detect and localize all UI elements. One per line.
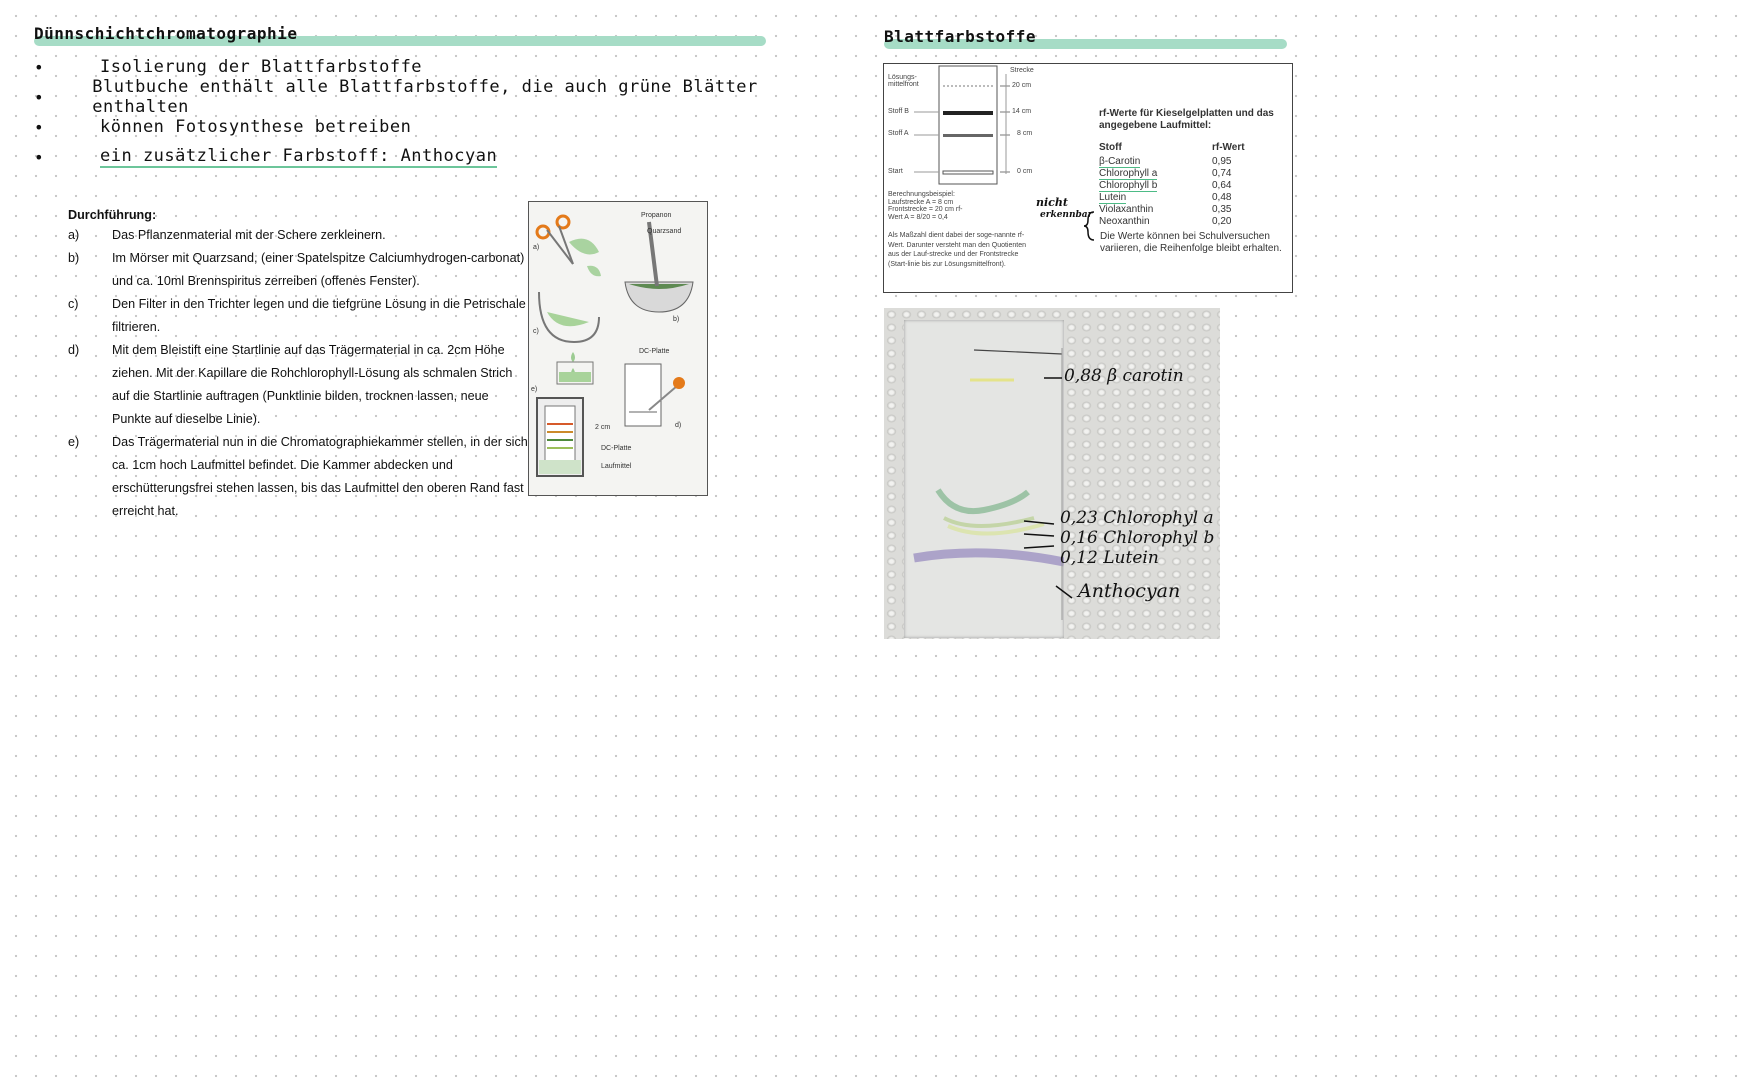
bullet-list	[34, 52, 774, 172]
chromatogram-photo	[884, 308, 1220, 639]
bullet-text: ein zusätzlicher Farbstoff: Anthocyan	[100, 146, 498, 166]
calc-example: Berechnungsbeispiel: Laufstrecke A = 8 cm Frontstrecke = 20 cm rf-Wert A = 8/20 = 0,4	[888, 191, 963, 221]
label-stoff-a: Stoff A	[888, 130, 909, 137]
bullet-text: können Fotosynthese betreiben	[100, 117, 412, 137]
label-14cm: 14 cm	[1012, 108, 1032, 115]
left-heading	[34, 24, 766, 46]
procedure-step	[68, 228, 528, 247]
rf-row-value: 0,64	[1212, 180, 1232, 191]
bullet-dot: •	[34, 147, 45, 167]
rf-col-stoff: Stoff	[1099, 142, 1122, 153]
rf-row-value: 0,95	[1212, 156, 1232, 167]
step-letter: b)	[68, 251, 80, 265]
label-c: c)	[533, 328, 539, 335]
procedure-step	[68, 297, 528, 339]
step-letter: e)	[68, 435, 80, 449]
rf-row-name: Chlorophyll b	[1099, 180, 1158, 191]
rf-row-name: Violaxanthin	[1099, 204, 1154, 215]
label-dc-platte: DC-Platte	[601, 445, 632, 452]
scissors-icon	[537, 226, 549, 238]
bullet-text: Blutbuche enthält alle Blattfarbstoffe, die auch grüne Blätter enthalten	[92, 77, 758, 117]
step-letter: d)	[68, 343, 80, 357]
label-0cm: 0 cm	[1017, 168, 1033, 175]
rf-row-value: 0,48	[1212, 192, 1232, 203]
label-quarzsand: Quarzsand	[647, 228, 682, 235]
bullet-dot: •	[34, 87, 45, 107]
annotation-anthocyan: Anthocyan	[1078, 580, 1181, 602]
rf-row-value: 0,20	[1212, 216, 1232, 227]
label-strecke: Strecke	[1010, 67, 1034, 74]
annotation-carotin: 0,88 β carotin	[1064, 366, 1184, 386]
rf-row-name: Neoxanthin	[1099, 216, 1150, 227]
procedure-title: Durchführung:	[68, 208, 157, 222]
rf-row-name: Lutein	[1099, 192, 1127, 203]
label-stoff-b: Stoff B	[888, 108, 909, 115]
step-text: Im Mörser mit Quarzsand, (einer Spatelspitze Calciumhydrogen-carbonat) und ca. 10ml Brennspiritus zerreiben (offenes Fenster).	[112, 251, 525, 288]
step-letter: a)	[68, 228, 80, 242]
label-front: Lösungs-mittelfront	[888, 74, 919, 88]
label-b: b)	[673, 316, 680, 323]
rf-note: Die Werte können bei Schulversuchen variieren, die Reihenfolge bleibt erhalten.	[1100, 231, 1282, 254]
bullet-item	[34, 77, 774, 117]
annotation-lutein: 0,12 Lutein	[1060, 548, 1159, 568]
annotation-chlorophyll-a: 0,23 Chlorophyl a	[1060, 508, 1214, 528]
step-letter: c)	[68, 297, 79, 311]
left-heading-text: Dünnschichtchromatographie	[34, 24, 298, 43]
label-e: e)	[531, 386, 538, 393]
procedure-step	[68, 251, 528, 293]
handwritten-nicht: nicht	[1036, 196, 1068, 209]
label-a: a)	[533, 244, 540, 251]
rf-row-value: 0,35	[1212, 204, 1232, 215]
handwritten-erkennbar: erkennbar	[1040, 210, 1093, 220]
label-start: Start	[888, 168, 903, 175]
label-dc-platte-top: DC-Platte	[639, 348, 670, 355]
label-2cm: 2 cm	[595, 424, 611, 431]
rf-row-name: Chlorophyll a	[1099, 168, 1158, 179]
rf-row-name: β-Carotin	[1099, 156, 1141, 167]
procedure-illustration	[528, 201, 708, 496]
bullet-dot: •	[34, 57, 45, 77]
label-d: d)	[675, 422, 682, 429]
rf-explanation: Als Maßzahl dient dabei der soge-nannte rf-Wert. Darunter versteht man den Quotienten aus der Lauf-strecke und der Frontstrecke (Start-linie bis zur Lösungsmittelfront).	[888, 232, 1026, 268]
label-20cm: 20 cm	[1012, 82, 1032, 89]
bullet-text: Isolierung der Blattfarbstoffe	[100, 57, 423, 77]
rf-value-figure	[883, 63, 1293, 293]
procedure-step	[68, 435, 528, 523]
rf-table-title: rf-Werte für Kieselgelplatten und das angegebene Laufmittel:	[1099, 108, 1274, 131]
step-text: Das Pflanzenmaterial mit der Schere zerkleinern.	[112, 228, 386, 242]
bullet-item	[34, 142, 774, 172]
right-heading	[884, 27, 1287, 49]
procedure-step	[68, 343, 528, 431]
procedure-section	[68, 208, 528, 527]
step-text: Mit dem Bleistift eine Startlinie auf das Trägermaterial in ca. 2cm Höhe ziehen. Mit der Kapillare die Rohchlorophyll-Lösung als schmalen Strich auf die Startlinie auftragen (Punktlinie bilden, trocknen lassen, neue Punkte auf dieselbe Linie).	[112, 343, 513, 426]
right-heading-text: Blattfarbstoffe	[884, 27, 1036, 46]
rf-col-rf: rf-Wert	[1212, 142, 1245, 153]
label-laufmittel: Laufmittel	[601, 463, 632, 470]
label-propanon: Propanon	[641, 212, 672, 219]
annotation-chlorophyll-b: 0,16 Chlorophyl b	[1060, 528, 1215, 548]
step-text: Den Filter in den Trichter legen und die tiefgrüne Lösung in die Petrischale filtrieren.	[112, 297, 526, 334]
rf-row-value: 0,74	[1212, 168, 1232, 179]
label-8cm: 8 cm	[1017, 130, 1033, 137]
step-text: Das Trägermaterial nun in die Chromatographiekammer stellen, in der sich ca. 1cm hoch Laufmittel befindet. Die Kammer abdecken und erschütterungsfrei stehen lassen, bis das Laufmittel den oberen Rand fast erreicht hat.	[112, 435, 528, 518]
bullet-dot: •	[34, 117, 45, 137]
